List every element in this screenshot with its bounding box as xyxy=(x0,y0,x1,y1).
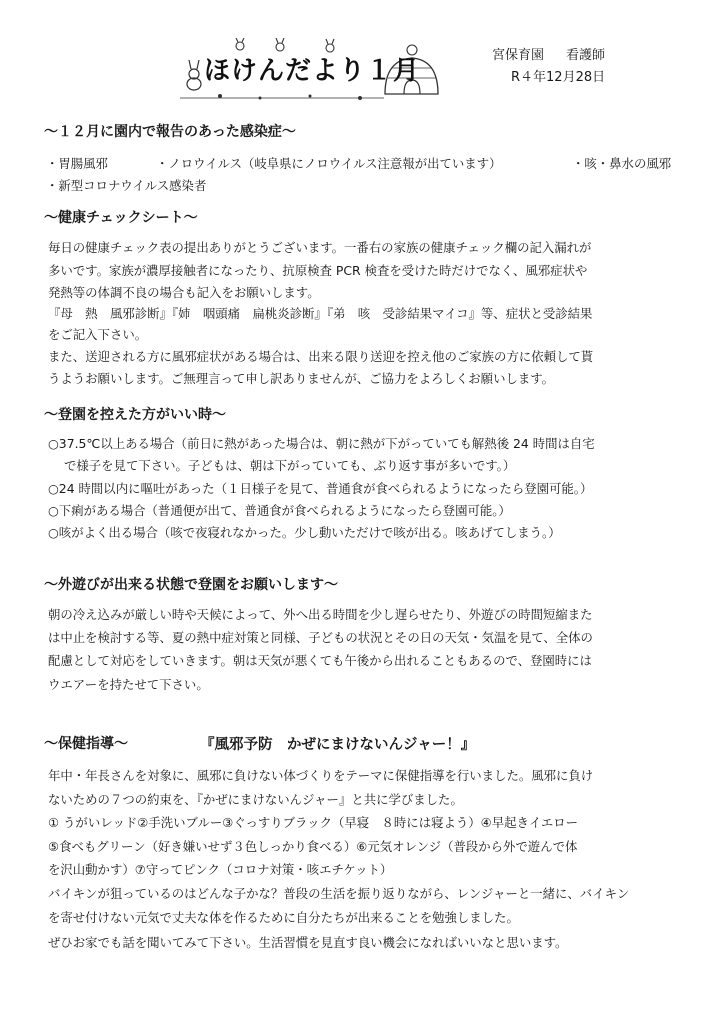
nursery-name: 宮保育園 xyxy=(492,48,545,63)
condition-line: ○咳がよく出る場合（咳で夜寝れなかった。少し動いただけで咳が出る。咳あげてしまう。） xyxy=(48,525,561,540)
condition-line: で様子を見て下さい。子どもは、朝は下がっていても、ぶり返す事が多いです。） xyxy=(64,458,516,473)
paragraph-line: 毎日の健康チェック表の提出ありがとうございます。一番右の家族の健康チェック欄の記入漏れが xyxy=(48,240,592,255)
section-health-guidance-heading: ～保健指導～ xyxy=(44,736,128,752)
promise-line: ① うがいレッド②手洗いブルー③ぐっすりブラック（早寝 ８時には寝よう）④早起きイエロー xyxy=(48,815,578,830)
paragraph-line: 年中・年長さんを対象に、風邪に負けない体づくりをテーマに保健指導を行いました。風邪に負け xyxy=(48,768,594,783)
paragraph-line: を寄せ付けない元気で丈夫な体を作るために自分たちが出来ることを勉強しました。 xyxy=(48,910,519,925)
promise-line: ⑤食べもグリーン（好き嫌いせず３色しっかり食べる）⑥元気オレンジ（普段から外で遊んで体 xyxy=(48,839,578,854)
issue-date: R４年12月28日 xyxy=(511,70,606,85)
paragraph-line: 『母 熱 風邪診断』『姉 咽頭痛 扁桃炎診断』『弟 咳 受診結果マイコ』等、症状と受診結果 xyxy=(48,306,593,321)
paragraph-line: 多いです。家族が濃厚接触者になったり、抗原検査 PCR 検査を受けた時だけでなく、風邪症状や xyxy=(48,263,588,278)
paragraph-line: は中止を検討する等、夏の熱中症対策と同様、子どもの状況とその日の天気・気温を見て、全体の xyxy=(48,630,593,645)
condition-line: ○37.5℃以上ある場合（前日に熱があった場合は、朝に熱が下がっていても解熱後 24 時間は自宅 xyxy=(48,436,595,451)
newsletter-title: ほけんだより１月 xyxy=(204,56,421,86)
paragraph-line: 配慮として対応をしていきます。朝は天気が悪くても午後から出れることもあるので、登園時には xyxy=(48,653,592,668)
condition-line: ○24 時間以内に嘔吐があった（１日様子を見て、普通食が食べられるようになったら登園可能。） xyxy=(48,481,593,496)
section-health-check-heading: ～健康チェックシート～ xyxy=(44,210,198,226)
author-role: 看護師 xyxy=(566,48,606,63)
section-infections-heading: ～１２月に園内で報告のあった感染症～ xyxy=(44,124,296,140)
paragraph-line: ウエアーを持たせて下さい。 xyxy=(48,677,209,692)
paragraph-line: バイキンが狙っているのはどんな子かな？普段の生活を振り返りながら、レンジャーと一緒に、バイキン xyxy=(48,886,630,901)
infection-item: ・ノロウイルス（岐阜県にノロウイルス注意報が出ています） xyxy=(156,156,502,171)
infection-item: ・胃腸風邪 xyxy=(46,156,108,171)
paragraph-line: 朝の冷え込みが厳しい時や天候によって、外へ出る時間を少し遅らせたり、外遊びの時間短縮また xyxy=(48,607,593,622)
paragraph-line: 発熱等の体調不良の場合も記入をお願いします。 xyxy=(48,285,320,300)
condition-line: ○下痢がある場合（普通便が出て、普通食が食べられるようになったら登園可能。） xyxy=(48,503,511,518)
paragraph-line: ぜひお家でも話を聞いてみて下さい。生活習慣を見直す良い機会になればいいなと思います。 xyxy=(48,935,568,950)
publisher xyxy=(492,44,627,63)
paragraph-line: うようお願いします。ご無理言って申し訳ありませんが、ご協力をよろしくお願いします。 xyxy=(48,371,555,386)
section-stay-home-heading: ～登園を控えた方がいい時～ xyxy=(44,407,226,423)
masthead xyxy=(180,38,440,100)
paragraph-line: ないための７つの約束を、『かぜにまけないんジャー』と共に学びました。 xyxy=(48,792,463,807)
promise-line: を沢山動かす）⑦守ってピンク（コロナ対策・咳エチケット） xyxy=(48,862,393,877)
paragraph-line: をご記入下さい。 xyxy=(48,327,148,342)
infection-item: ・咳・鼻水の風邪 xyxy=(572,156,672,171)
section-outdoor-play-heading: ～外遊びが出来る状態で登園をお願いします～ xyxy=(44,577,338,593)
guidance-title: 『風邪予防 かぜにまけないんジャー！』 xyxy=(200,737,476,753)
paragraph-line: また、送迎される方に風邪症状がある場合は、出来る限り送迎を控え他のご家族の方に依頼して貰 xyxy=(48,349,594,364)
infection-item: ・新型コロナウイルス感染者 xyxy=(46,178,207,193)
